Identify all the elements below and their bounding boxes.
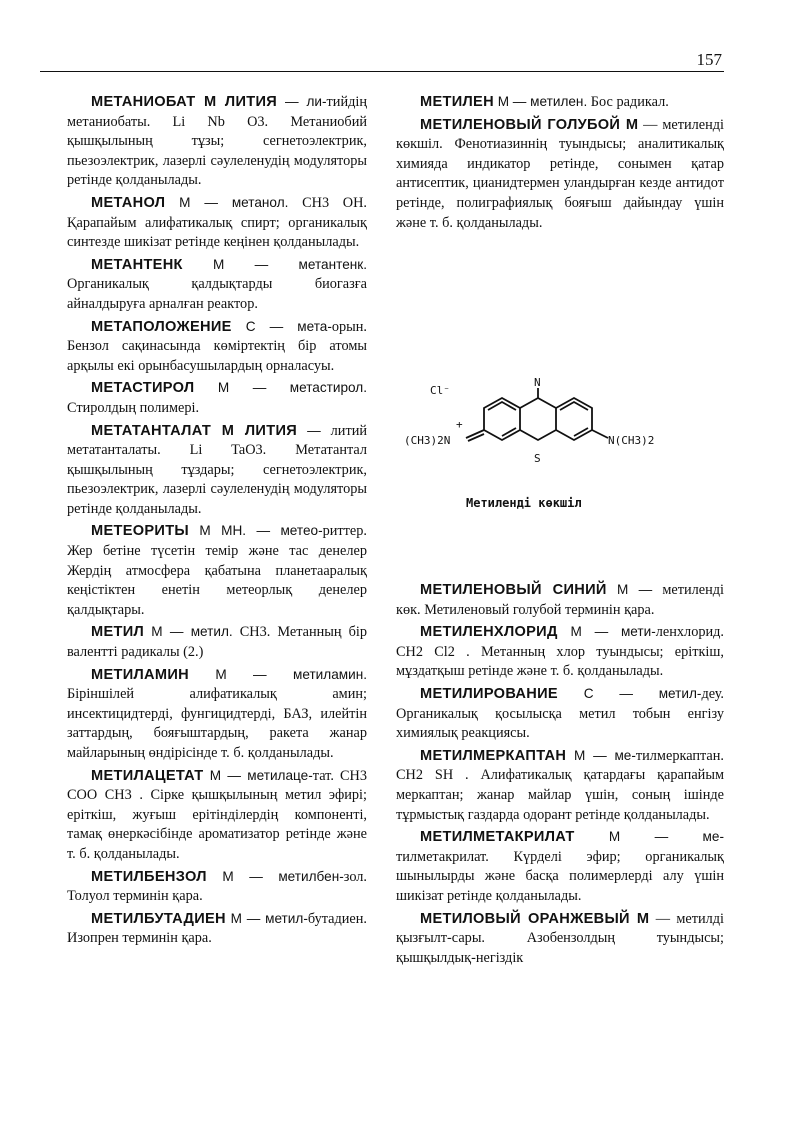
entry-term: МЕТЕОРИТЫ bbox=[91, 523, 190, 540]
entry-gloss: М — ме- bbox=[574, 829, 724, 845]
entry-term: МЕТИЛАЦЕТАТ bbox=[91, 767, 204, 784]
left-column bbox=[67, 92, 367, 951]
entry-definition: тийдің метаниобаты. Li Nb O3. Метаниобий қышқылының тұзы; сегнетоэлектрик, пьезоэлектрик, лазерлі сәулеленудің модуляторы ретінде қолданылады. bbox=[67, 94, 367, 189]
structure-caption: Метиленді көкшіл bbox=[466, 496, 582, 510]
page-number: 157 bbox=[696, 50, 722, 69]
dictionary-entry bbox=[67, 521, 367, 620]
entry-definition: CH3 OH. Қарапайым алифатикалық спирт; органикалық синтезде шикізат ретінде кеңінен қолданылады. bbox=[67, 194, 367, 251]
dictionary-entry bbox=[396, 684, 724, 744]
entry-definition: — метиленді көкшіл. Фенотиазиннің туындысы; аналитикалық химияда индикатор ретінде, сонымен қатар антисептик, цианидтермен уландырған кезде антидот ретінде, полиграфиялық бояғыш дайындау үшін және т. б. қолданылады. bbox=[396, 116, 724, 231]
dictionary-entry bbox=[396, 92, 724, 113]
entry-gloss: М — метастирол. bbox=[194, 380, 367, 396]
entry-gloss: — bbox=[297, 422, 321, 438]
entry-term: МЕТАНИОБАТ М ЛИТИЯ bbox=[91, 94, 278, 110]
chloride-label: Cl⁻ bbox=[430, 384, 450, 397]
entry-gloss: С — мета- bbox=[231, 318, 332, 334]
entry-gloss: М — метантенк. bbox=[182, 256, 367, 272]
dictionary-entry bbox=[396, 115, 724, 234]
right-dimethylamino-label: N(CH3)2 bbox=[608, 434, 655, 447]
entry-definition: Органикалық қалдықтарды биогазға айналдыруға арналған реактор. bbox=[67, 276, 367, 312]
entry-term: МЕТИЛБУТАДИЕН bbox=[91, 910, 226, 927]
ring-nitrogen-label: N bbox=[534, 376, 541, 389]
entry-term: МЕТАТАНТАЛАТ М ЛИТИЯ bbox=[91, 422, 298, 439]
entry-definition: зол. Толуол терминін қара. bbox=[67, 868, 367, 905]
entry-definition: метиленді көк. Метиленовый голубой терминін қара. bbox=[396, 582, 724, 618]
dictionary-entry bbox=[396, 909, 724, 969]
entry-term: МЕТИЛМЕРКАПТАН bbox=[420, 747, 567, 764]
dictionary-entry bbox=[396, 580, 724, 620]
entry-term: МЕТАНОЛ bbox=[91, 194, 166, 211]
entry-term: МЕТИЛОВЫЙ ОРАНЖЕВЫЙ М bbox=[420, 910, 650, 927]
dictionary-entry bbox=[67, 766, 367, 865]
entry-gloss: М — bbox=[606, 582, 653, 597]
entry-gloss: М — метанол. bbox=[165, 194, 289, 210]
entry-gloss: М — метил- bbox=[225, 910, 308, 926]
entry-definition: CH3. Метанның бір валентті радикалы (2.) bbox=[67, 624, 367, 661]
dictionary-entry bbox=[67, 622, 367, 662]
dictionary-entry bbox=[67, 665, 367, 764]
left-dimethylamino-label: (CH3)2N bbox=[404, 434, 451, 447]
entry-definition: ленхлорид. CH2 Cl2 . Метанның хлор туындысы; еріткіш, мұздатқыш ретінде және т. б. қолданылады. bbox=[396, 624, 724, 680]
methylene-blue-structure bbox=[400, 372, 720, 480]
entry-definition: тилмеркаптан. CH2 SH . Алифатикалық қатардағы қарапайым меркаптан; жанар майлар үшін, соның ішінде тұрмыстық газдарда одорант ретінде қолданылады. bbox=[396, 747, 724, 823]
entry-gloss: — ли- bbox=[277, 94, 327, 109]
plus-charge-label: + bbox=[456, 418, 463, 431]
entry-term: МЕТИЛБЕНЗОЛ bbox=[91, 868, 207, 885]
entry-gloss: М — метиламин. bbox=[188, 666, 367, 682]
entry-gloss: М — метил. bbox=[144, 624, 233, 640]
dictionary-entry bbox=[396, 827, 724, 906]
dictionary-entry bbox=[67, 193, 367, 253]
entry-definition: Біріншілей алифатикалық амин; инсектицидтерді, фунгицидтерді, БАЗ, илейтін заттардың, бояғыштардың, ракета жанар майларының өндірісінде т. б. қолданылады. bbox=[67, 686, 367, 761]
ring-sulfur-label: S bbox=[534, 452, 541, 465]
entry-definition: бутадиен. Изопрен терминін қара. bbox=[67, 910, 367, 947]
entry-term: МЕТАСТИРОЛ bbox=[91, 380, 195, 397]
entry-term: МЕТИЛЕНХЛОРИД bbox=[420, 624, 558, 641]
dictionary-entry bbox=[67, 92, 367, 191]
entry-term: МЕТИЛЕНОВЫЙ СИНИЙ bbox=[420, 582, 607, 598]
dictionary-entry bbox=[67, 378, 367, 418]
entry-gloss: М — метилаце- bbox=[203, 767, 313, 783]
entry-definition: деу. Органикалық қосылысқа метил тобын енгізу химиялық реакциясы. bbox=[396, 685, 724, 742]
entry-gloss: С — метил- bbox=[557, 685, 702, 701]
entry-term: МЕТИЛЕН bbox=[420, 94, 494, 110]
dictionary-entry bbox=[67, 867, 367, 907]
entry-gloss: М — мети- bbox=[557, 624, 656, 640]
entry-term: МЕТИЛ bbox=[91, 624, 145, 641]
entry-term: МЕТАПОЛОЖЕНИЕ bbox=[91, 318, 232, 335]
structural-formula-diagram bbox=[400, 372, 720, 480]
entry-term: МЕТАНТЕНК bbox=[91, 256, 183, 273]
dictionary-entry bbox=[67, 909, 367, 949]
entry-definition: — метилді қызғылт-сары. Азобензолдың туындысы; қышқылдық-негіздік bbox=[396, 910, 725, 966]
entry-gloss: М МН. — метео- bbox=[189, 523, 323, 539]
entry-definition: тилметакрилат. Күрделі эфир; органикалық шынылырды және басқа полимерлерді алу үшін шикізат ретінде қолданылады. bbox=[396, 848, 724, 904]
entry-term: МЕТИЛИРОВАНИЕ bbox=[420, 685, 558, 702]
entry-term: МЕТИЛМЕТАКРИЛАТ bbox=[420, 829, 575, 846]
entry-definition: литий метатанталаты. Li TaO3. Метатантал қышқылының тұздары; сегнетоэлектрик, пьезоэлектрик, лазерлі сәулеленудің модуляторы ретінде қолданылады. bbox=[67, 422, 367, 517]
right-column-top bbox=[396, 92, 724, 235]
entry-term: МЕТИЛЕНОВЫЙ ГОЛУБОЙ М bbox=[420, 116, 639, 133]
entry-definition: Стиролдың полимері. bbox=[67, 399, 200, 416]
dictionary-entry bbox=[67, 317, 367, 377]
entry-gloss: М — метилен. bbox=[493, 94, 588, 109]
entry-term: МЕТИЛАМИН bbox=[91, 666, 189, 683]
right-column-bottom bbox=[396, 580, 724, 970]
entry-definition: тат. CH3 COO CH3 . Сірке қышқылының метил эфирі; еріткіш, жуғыш ерітінділердің компоненті, тамақ өнеркәсібінде ароматизатор ретінде және т. б. қолданылады. bbox=[67, 767, 368, 862]
dictionary-entry bbox=[396, 746, 724, 825]
dictionary-entry bbox=[67, 255, 367, 315]
entry-gloss: М — метилбен- bbox=[206, 868, 344, 884]
entry-definition: Бос радикал. bbox=[587, 94, 669, 110]
dictionary-entry bbox=[396, 622, 724, 682]
dictionary-entry bbox=[67, 421, 367, 520]
header-rule bbox=[40, 71, 724, 72]
entry-definition: орын. Бензол сақинасында көміртектің бір атомы арқылы екі орынбасушылардың орналасуы. bbox=[67, 318, 367, 374]
entry-gloss: М — ме- bbox=[566, 747, 636, 763]
entry-definition: риттер. Жер бетіне түсетін темір және тас денелер Жердің атмосфера қабатына планетааралық кеңістіктен енетін метеорлық денелер қалдықтары. bbox=[67, 523, 367, 618]
